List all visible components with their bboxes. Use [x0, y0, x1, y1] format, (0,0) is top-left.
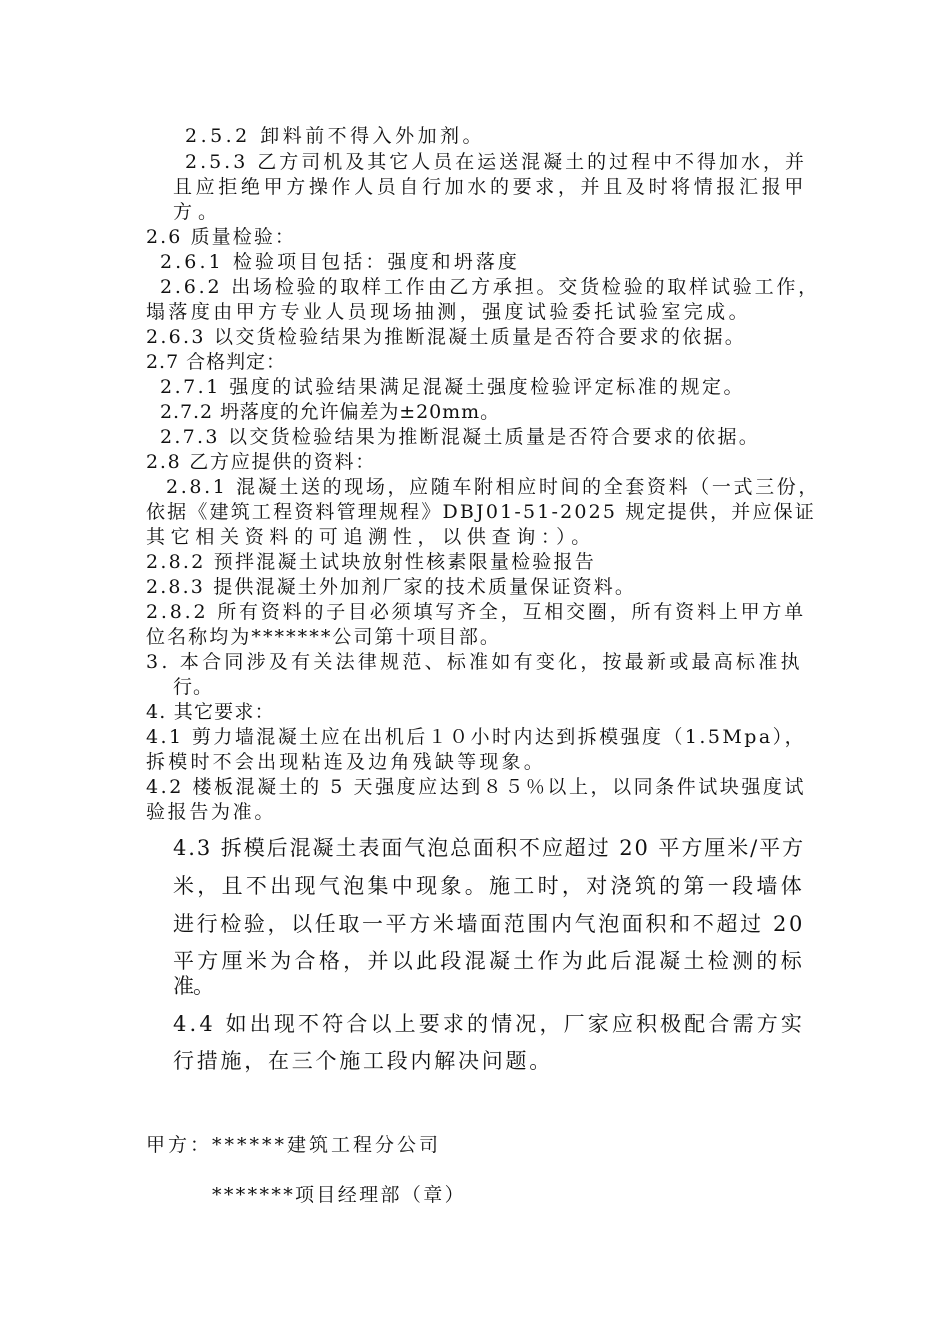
- text-line: 2.7.1 强度的试验结果满足混凝土强度检验评定标准的规定。: [160, 376, 745, 398]
- text-line: 4.1 剪力墙混凝土应在出机后１０小时内达到拆模强度（1.5Mpa），: [146, 726, 807, 748]
- text-line: 3. 本合同涉及有关法律规范、标准如有变化，按最新或最高标准执: [146, 651, 803, 673]
- text-line: 2.5.3 乙方司机及其它人员在运送混凝土的过程中不得加水，并: [185, 151, 807, 173]
- text-line: 4.4 如出现不符合以上要求的情况，厂家应积极配合需方实: [173, 1012, 805, 1036]
- text-line: 米，且不出现气泡集中现象。施工时，对浇筑的第一段墙体: [173, 874, 806, 898]
- text-line: 2.6 质量检验：: [146, 226, 296, 248]
- text-line: 2.8.3 提供混凝土外加剂厂家的技术质量保证资料。: [146, 576, 636, 598]
- text-line: 2.5.2 卸料前不得入外加剂。: [185, 125, 486, 147]
- text-line: 4. 其它要求：: [146, 701, 275, 723]
- text-line: 其它相关资料的可追溯性，以供查询：）。: [146, 526, 596, 548]
- text-line: 2.8.2 所有资料的子目必须填写齐全，互相交圈，所有资料上甲方单: [146, 601, 806, 623]
- text-line: 位名称均为*******公司第十项目部。: [146, 626, 501, 648]
- signature-project-dept: *******项目经理部（章）: [212, 1184, 466, 1206]
- text-line: 4.2 楼板混凝土的 5 天强度应达到８５％以上，以同条件试块强度试: [146, 776, 806, 798]
- text-line: 平方厘米为合格，并以此段混凝土作为此后混凝土检测的标: [173, 949, 806, 973]
- signature-party-a: 甲方：******建筑工程分公司: [146, 1134, 441, 1156]
- text-line: 验报告为准。: [146, 801, 276, 823]
- text-line: 方。: [173, 201, 223, 223]
- text-line: 且应拒绝甲方操作人员自行加水的要求，并且及时将情报汇报甲: [173, 176, 807, 198]
- text-line: 2.6.3 以交货检验结果为推断混凝土质量是否符合要求的依据。: [146, 326, 747, 348]
- text-line: 塌落度由甲方专业人员现场抽测，强度试验委托试验室完成。: [146, 301, 751, 323]
- text-line: 4.3 拆模后混凝土表面气泡总面积不应超过 20 平方厘米/平方: [173, 836, 806, 860]
- text-line: 2.8.1 混凝土送的现场，应随车附相应时间的全套资料（一式三份，: [166, 476, 821, 498]
- text-line: 2.7 合格判定：: [146, 351, 286, 373]
- text-line: 拆模时不会出现粘连及边角残缺等现象。: [146, 751, 546, 773]
- text-line: 2.6.1 检验项目包括：强度和坍落度: [160, 251, 520, 273]
- text-line: 2.6.2 出场检验的取样工作由乙方承担。交货检验的取样试验工作，: [160, 276, 820, 298]
- text-line: 行措施，在三个施工段内解决问题。: [173, 1049, 553, 1073]
- text-line: 2.7.3 以交货检验结果为推断混凝土质量是否符合要求的依据。: [160, 426, 761, 448]
- text-line: 2.7.2 坍落度的允许偏差为±20mm。: [160, 401, 501, 423]
- text-line: 行。: [173, 676, 213, 698]
- text-line: 进行检验，以任取一平方米墙面范围内气泡面积和不超过 20: [173, 912, 805, 936]
- text-line: 依据《建筑工程资料管理规程》DBJ01-51-2025 规定提供，并应保证: [146, 501, 816, 523]
- text-line: 准。: [173, 974, 213, 998]
- text-line: 2.8.2 预拌混凝土试块放射性核素限量检验报告: [146, 551, 597, 573]
- text-line: 2.8 乙方应提供的资料：: [146, 451, 376, 473]
